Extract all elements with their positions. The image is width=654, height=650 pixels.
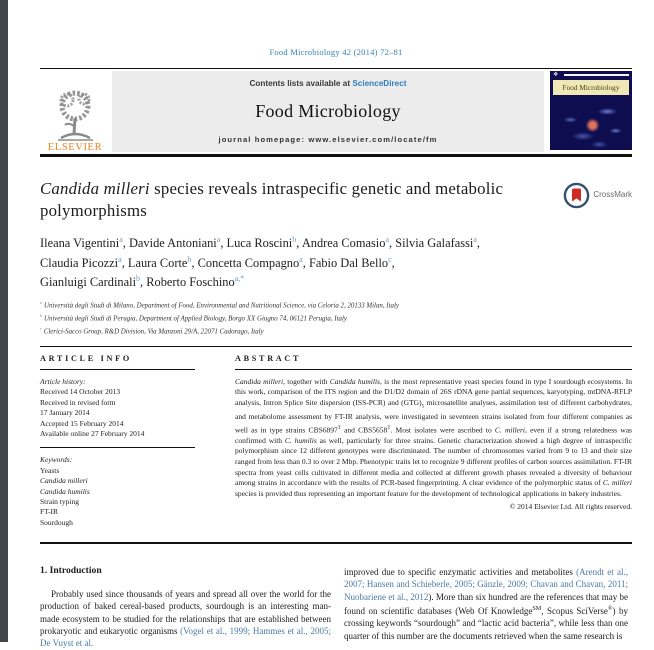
author: Andrea Comasio$^a$, [301, 235, 396, 251]
elsevier-tree-icon [48, 86, 102, 144]
affiliation-mark: a [119, 235, 123, 244]
abstract-text: Candida milleri, together with Candida humilis, is the most representative yeast species found in type I sourdough ecosystems. In this work, comparison of the ITS region and the D1/D2 domain of 26S rDNA gene partial sequences, karyotyping, mtDNA-RFLP analysis, Intron Splice Site dispersion (ISS-PCR) and $(GTG)_5$ microsatellite analyses, assimilation test of different carbohydrates, and metabolome assessment by FT-IR analysis, were investigated in seventeen strains isolated from four different companies as well as in type strains $CBS6897^T$ and $CBS5658^T$. Most isolates were ascribed to C. milleri, even if a strong relatedness was confirmed with C. humilis as well, particularly for three strains. Genetic characterization showed a high degree of intraspecific polymorphism since 12 different genotypes were discriminated. The number of chromosomes varied from 9 to 13 and their size ranged from less than 0.3 to over 2 Mbp. Phenotypic traits let to recognize 9 different profiles of carbon sources assimilation. FT-IR spectra from yeast cells cultivated in different media and collected at different growth phases revealed a diversity of behaviour among strains in accordance with the results of PCR-based fingerprinting. A clear evidence of the polymorphic status of C. milleri species is provided thus representing an important feature for the development of technological applications in bakery industries. [235, 376, 633, 498]
author: Gianluigi Cardinali$^b$, [40, 274, 147, 290]
history-label: Article history: [40, 376, 86, 386]
author-line [40, 232, 632, 252]
author: Luca Roscini$^b$, [226, 235, 302, 251]
reference-link[interactable]: improved due to specific enzymatic activities and metabolites [344, 567, 577, 578]
article-title: Candida milleri species reveals intraspecific genetic and metabolic polymorphisms [40, 179, 504, 220]
affiliation-mark: c [388, 254, 392, 264]
reference-link[interactable]: , Scopus SciVerse [541, 606, 608, 617]
cover-title: Food Microbiology [553, 80, 629, 95]
crossmark-button[interactable] [536, 178, 632, 221]
reference-link[interactable]: Probably used since thousands of years and spread all over the world for the production of baked cereal-based products, sourdough is an interesting man-made ecosystem to be studied for the relationships that are established between prokaryotic and eukaryotic organisms [40, 589, 331, 637]
affiliation: $^b$ Università degli Studi di Perugia, Department of Applied Biology, Borgo XX Giugno 74, 06121 Perugia, Italy [40, 312, 347, 322]
crossmark-label: CrossMark [593, 190, 632, 199]
elsevier-wordmark: ELSEVIER [47, 142, 103, 153]
affiliation-mark: b [187, 254, 192, 264]
meta-section [40, 346, 632, 544]
author: Claudia Picozzi$^a$, [40, 254, 128, 270]
sciencedirect-link[interactable]: ScienceDirect [352, 79, 407, 88]
elsevier-logo[interactable] [40, 69, 112, 154]
author-line [40, 252, 632, 272]
contents-line: Contents lists available at ScienceDirect [249, 79, 407, 88]
abstract-header: ABSTRACT [235, 354, 632, 370]
affiliation-mark: a [216, 235, 221, 244]
history-line: Received 14 October 2013 [40, 387, 121, 397]
paper-page [8, 0, 654, 649]
cover-topline [564, 74, 629, 76]
reference-link[interactable]: (Arendt et al., 2007; Hansen and Schieberle, 2005; Gänzle, 2009; Chavan and Chavan, 2011; Nuobariene et al., 2012 [344, 567, 628, 602]
keyword: Sourdough [40, 517, 73, 527]
author: Davide Antoniani$^a$, [128, 235, 227, 251]
history-line: Accepted 15 February 2014 [40, 418, 124, 428]
keyword: Yeasts [40, 465, 60, 475]
reference-link[interactable]: ® [607, 606, 613, 613]
journal-citation-link[interactable]: Food Microbiology 42 (2014) 72–81 [269, 47, 403, 57]
affiliation-mark: a [473, 235, 477, 244]
author: Silvia Galafassi$^a$, [395, 235, 481, 251]
section-heading: 1. Introduction [40, 565, 102, 577]
reference-link[interactable]: (Vogel et al., 1999; Hammes et al., 2005; De Vuyst et al. [40, 626, 331, 649]
keywords-label: Keywords: [40, 455, 73, 465]
article-info-header: ARTICLE INFO [40, 354, 195, 370]
keyword: Candida humilis [40, 486, 90, 496]
author: Concetta Compagno$^a$, [197, 254, 309, 270]
affiliation-mark: a [299, 254, 303, 264]
keyword-list [40, 466, 195, 528]
intro-paragraph-left [40, 588, 331, 649]
author-line [40, 271, 632, 291]
affiliation-mark: b [292, 235, 297, 244]
affiliation-mark: a [118, 254, 122, 264]
affiliation-list [40, 298, 632, 337]
journal-cover-thumbnail[interactable] [550, 71, 632, 150]
introduction-section [40, 563, 632, 649]
reference-link[interactable]: SM [532, 606, 542, 613]
intro-paragraph-right [344, 566, 628, 642]
history-list [40, 387, 195, 439]
copyright-line: © 2014 Elsevier Ltd. All rights reserved. [509, 502, 632, 512]
banner-center [112, 71, 544, 152]
author: Roberto Foschino$^{a,*}$ [146, 274, 245, 290]
author: Laura Corte$^b$, [127, 254, 198, 270]
keyword: Strain typing [40, 496, 79, 506]
divider [40, 447, 195, 448]
affiliation: $^a$ Università degli Studi di Milano, Department of Food, Environmental and Nutritional Science, via Celoria 2, 20133 Milan, Italy [40, 299, 399, 309]
history-line: 17 January 2014 [40, 408, 90, 418]
crossmark-icon [563, 182, 590, 214]
author: Ileana Vigentini$^a$, [40, 235, 129, 251]
keyword: FT-IR [40, 507, 59, 517]
history-line: Received in revised form [40, 397, 116, 407]
affiliation-mark: b [136, 274, 141, 284]
affiliation-mark: a [385, 235, 390, 244]
reference-link[interactable]: ). More than six hundred are the references that may be found on scientific databases (Web Of Knowledge [344, 591, 628, 617]
affiliation-mark: a,* [234, 274, 245, 284]
affiliation: $^c$ Clerici-Sacco Group, R&D Division, Via Manzoni 29/A, 22071 Cadorago, Italy [40, 325, 264, 336]
cover-emblem-icon: ❖ [553, 72, 559, 78]
reference-link[interactable]: ) by crossing keywords “sourdough” and “lactic acid bacteria”, while less than one quarter of this number are the documents retrieved when the same research is [344, 606, 628, 641]
journal-banner [40, 68, 632, 157]
journal-title: Food Microbiology [255, 101, 401, 121]
viewer-edge [0, 0, 8, 642]
keyword: Candida milleri [40, 476, 88, 486]
author-list [40, 232, 632, 291]
journal-homepage-link[interactable]: journal homepage: www.elsevier.com/locate/fm [218, 135, 438, 144]
author: Fabio Dal Bello$^c$, [308, 254, 395, 270]
history-line: Available online 27 February 2014 [40, 428, 145, 438]
cover-art [550, 95, 632, 150]
